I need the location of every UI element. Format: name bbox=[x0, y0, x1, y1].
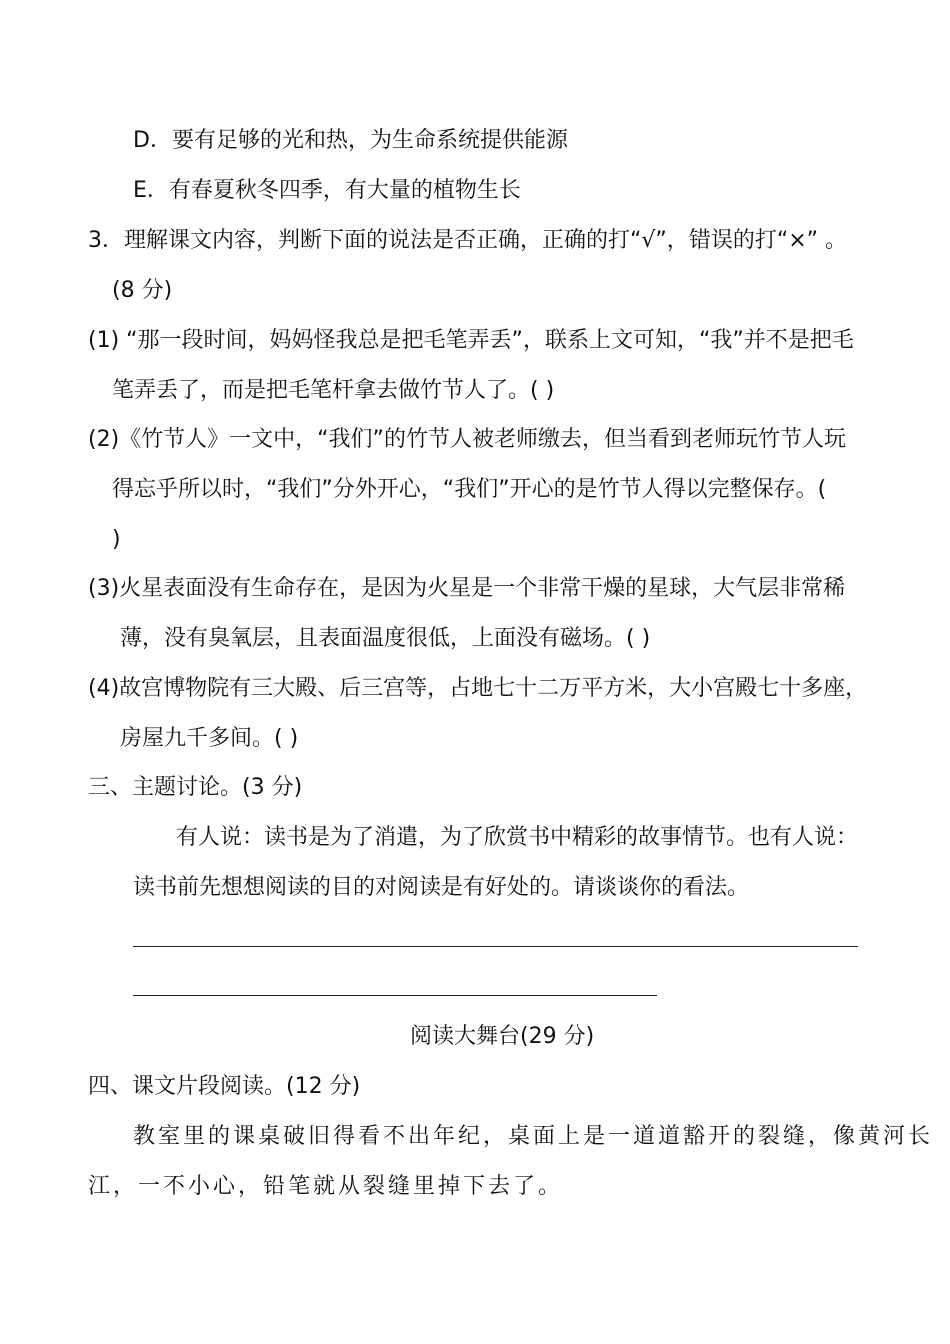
answer-line-2[interactable] bbox=[133, 995, 657, 996]
statement-4-line1: (4)故宫博物院有三大殿、后三宫等，占地七十二万平方米，大小宫殿七十多座， bbox=[88, 676, 868, 701]
section-3-heading: 三、主题讨论。(3 分) bbox=[88, 775, 303, 800]
passage-line2: 江，一不小心，铅笔就从裂缝里掉下去了。 bbox=[88, 1174, 564, 1199]
section-4-heading: 四、课文片段阅读。(12 分) bbox=[88, 1074, 361, 1099]
section-3-text-line2: 读书前先想想阅读的目的对阅读是有好处的。请谈谈你的看法。 bbox=[133, 875, 750, 900]
reading-stage-title: 阅读大舞台(29 分) bbox=[410, 1024, 595, 1049]
option-e: E．有春夏秋冬四季，有大量的植物生长 bbox=[133, 178, 521, 203]
statement-3-line1: (3)火星表面没有生命存在，是因为火星是一个非常干燥的星球，大气层非常稀 bbox=[88, 576, 846, 601]
section-3-text-line1: 有人说：读书是为了消遣，为了欣赏书中精彩的故事情节。也有人说： bbox=[176, 825, 859, 850]
statement-3-line2: 薄，没有臭氧层，且表面温度很低，上面没有磁场。( ) bbox=[120, 626, 651, 651]
question-3-points: (8 分) bbox=[112, 278, 173, 303]
passage-line1: 教室里的课桌破旧得看不出年纪，桌面上是一道道豁开的裂缝，像黄河长 bbox=[133, 1124, 934, 1149]
answer-line-1[interactable] bbox=[133, 946, 858, 947]
statement-2-line2: 得忘乎所以时，“我们”分外开心，“我们”开心的是竹节人得以完整保存。( bbox=[112, 477, 827, 502]
option-d: D．要有足够的光和热，为生命系统提供能源 bbox=[133, 128, 568, 153]
statement-4-line2: 房屋九千多间。( ) bbox=[120, 726, 299, 751]
statement-2-line1: (2)《竹节人》一文中，“我们”的竹节人被老师缴去，但当看到老师玩竹节人玩 bbox=[88, 427, 846, 452]
statement-1-line1: (1) “那一段时间，妈妈怪我总是把毛笔弄丢”，联系上文可知，“我”并不是把毛 bbox=[88, 328, 854, 353]
question-3-prompt: 3．理解课文内容，判断下面的说法是否正确，正确的打“√”，错误的打“×” 。 bbox=[88, 228, 848, 253]
statement-1-line2: 笔弄丢了，而是把毛笔杆拿去做竹节人了。( ) bbox=[112, 378, 555, 403]
statement-2-line3: ) bbox=[112, 527, 121, 552]
